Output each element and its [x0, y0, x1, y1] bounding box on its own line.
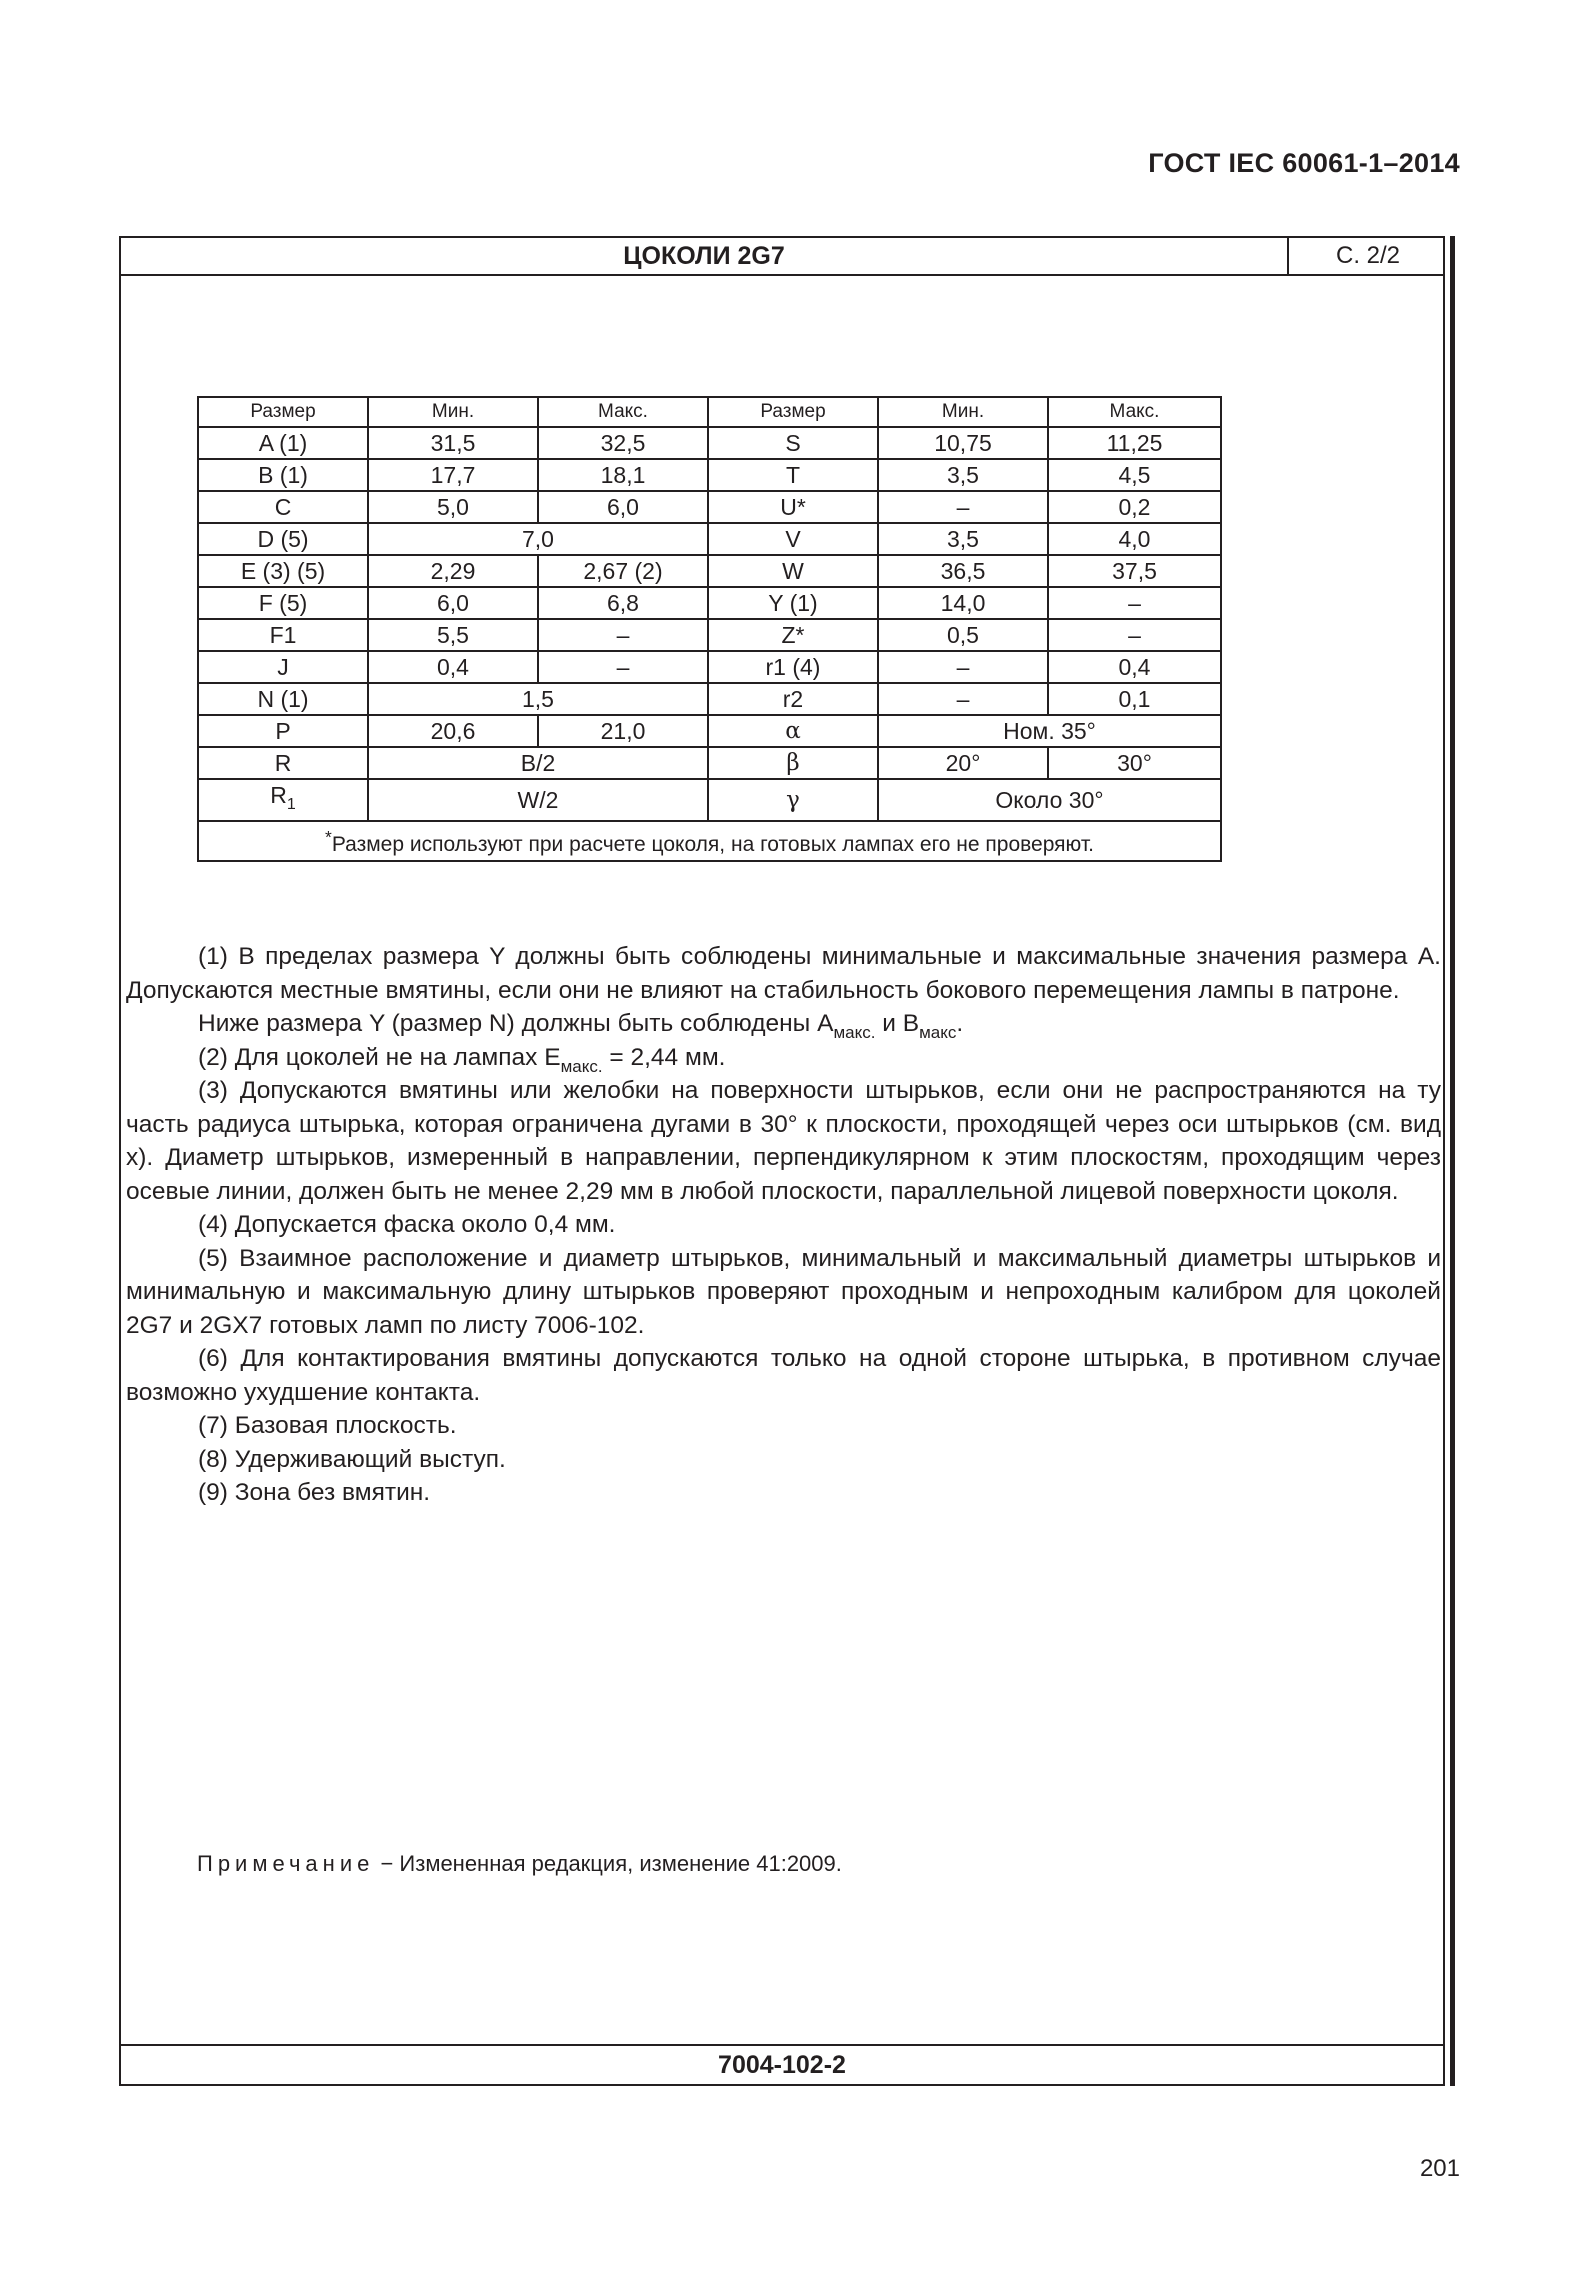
frame-right-bar [1450, 236, 1455, 2086]
remark-label: Примечание [197, 1851, 375, 1876]
table-cell: 0,4 [1048, 651, 1221, 683]
table-cell: W/2 [368, 779, 708, 821]
table-cell: B/2 [368, 747, 708, 779]
table-cell: 0,4 [368, 651, 538, 683]
table-cell: U* [708, 491, 878, 523]
sheet-code: 7004-102-2 [121, 2044, 1443, 2084]
note-7: (7) Базовая плоскость. [198, 1412, 457, 1439]
table-cell: 20° [878, 747, 1048, 779]
notes-section [126, 940, 1441, 1510]
table-cell: 3,5 [878, 459, 1048, 491]
sheet-title: ЦОКОЛИ 2G7 [623, 242, 785, 270]
remark-text: − Измененная редакция, изменение 41:2009. [374, 1851, 842, 1876]
table-cell: Ном. 35° [878, 715, 1221, 747]
table-cell: 31,5 [368, 427, 538, 459]
page-number: 201 [1419, 2155, 1460, 2182]
table-cell: 0,1 [1048, 683, 1221, 715]
table-cell: β [708, 747, 878, 779]
table-cell: 20,6 [368, 715, 538, 747]
table-cell: Z* [708, 619, 878, 651]
table-cell: 14,0 [878, 587, 1048, 619]
table-cell: D (5) [198, 523, 368, 555]
table-cell: γ [708, 779, 878, 821]
r-subscript: 1 [286, 796, 296, 813]
table-row [198, 779, 1221, 821]
table-cell: T [708, 459, 878, 491]
table-cell: W [708, 555, 878, 587]
table-header: Макс. [538, 397, 708, 427]
table-cell: 6,8 [538, 587, 708, 619]
table-cell [198, 779, 368, 821]
table-footnote-row [198, 821, 1221, 861]
table-cell: 11,25 [1048, 427, 1221, 459]
table-cell: 10,75 [878, 427, 1048, 459]
table-cell: 4,5 [1048, 459, 1221, 491]
dimensions-table [197, 396, 1222, 862]
table-cell: 1,5 [368, 683, 708, 715]
table-cell: E (3) (5) [198, 555, 368, 587]
table-cell: 21,0 [538, 715, 708, 747]
table-cell: 6,0 [368, 587, 538, 619]
table-cell: Y (1) [708, 587, 878, 619]
table-header-row [198, 397, 1221, 427]
table-cell: F1 [198, 619, 368, 651]
table-row [198, 427, 1221, 459]
table-header: Размер [708, 397, 878, 427]
table-cell: 17,7 [368, 459, 538, 491]
table-row [198, 459, 1221, 491]
table-cell: 30° [1048, 747, 1221, 779]
table-cell: – [1048, 619, 1221, 651]
table-cell: 4,0 [1048, 523, 1221, 555]
table-row [198, 715, 1221, 747]
table-header: Размер [198, 397, 368, 427]
table-cell: 36,5 [878, 555, 1048, 587]
table-cell: – [538, 619, 708, 651]
table-cell: r2 [708, 683, 878, 715]
table-header: Мин. [878, 397, 1048, 427]
table-cell: α [708, 715, 878, 747]
table-cell: – [878, 491, 1048, 523]
table-cell: – [878, 651, 1048, 683]
note-9: (9) Зона без вмятин. [198, 1479, 431, 1506]
note-6: (6) Для контактирования вмятины допускаются только на одной стороне штырька, в противном случае возможно ухудшение контакта. [126, 1345, 1441, 1406]
note-8: (8) Удерживающий выступ. [198, 1445, 506, 1473]
table-cell: 3,5 [878, 523, 1048, 555]
table-header: Мин. [368, 397, 538, 427]
table-header: Макс. [1048, 397, 1221, 427]
table-cell: 0,2 [1048, 491, 1221, 523]
table-cell: 2,67 (2) [538, 555, 708, 587]
table-row [198, 587, 1221, 619]
table-row [198, 651, 1221, 683]
table-cell: 5,5 [368, 619, 538, 651]
table-row [198, 523, 1221, 555]
table-row [198, 619, 1221, 651]
r-symbol: R [270, 782, 287, 808]
table-cell: 18,1 [538, 459, 708, 491]
note-2: (2) Для цоколей не на лампах $E_{макс.} = 2,44$ мм. [198, 1043, 726, 1076]
table-row [198, 491, 1221, 523]
table-cell: V [708, 523, 878, 555]
table-cell: 2,29 [368, 555, 538, 587]
table-cell: Около 30° [878, 779, 1221, 821]
table-row [198, 555, 1221, 587]
table-cell: B (1) [198, 459, 368, 491]
table-cell: S [708, 427, 878, 459]
table-cell: N (1) [198, 683, 368, 715]
table-cell: 6,0 [538, 491, 708, 523]
remark [197, 1851, 842, 1877]
standard-number: ГОСТ IEC 60061-1–2014 [1148, 148, 1460, 178]
table-cell: 0,5 [878, 619, 1048, 651]
table-cell: – [878, 683, 1048, 715]
note-4: (4) Допускается фаска около 0,4 мм. [198, 1211, 616, 1238]
table-cell: 7,0 [368, 523, 708, 555]
table-cell: 5,0 [368, 491, 538, 523]
table-cell: J [198, 651, 368, 683]
sheet-header [121, 238, 1443, 276]
table-footnote [198, 821, 1221, 861]
table-cell: R [198, 747, 368, 779]
table-cell: 32,5 [538, 427, 708, 459]
note-5: (5) Взаимное расположение и диаметр штырьков, минимальный и максимальный диаметры штырьков и минимальную и максимальную длину штырьков проверяют проходным и непроходным калибром для цоколей 2G7 и 2GX7 готовых ламп по листу 7006-102. [126, 1244, 1441, 1339]
table-row [198, 683, 1221, 715]
note-1b: Ниже размера Y (размер N) должны быть соблюдены $A_{макс.}$ и $B_{макс}$. [198, 1010, 964, 1042]
table-cell: r1 (4) [708, 651, 878, 683]
table-cell: F (5) [198, 587, 368, 619]
note-3: (3) Допускаются вмятины или желобки на поверхности штырьков, если они не распространяются на ту часть радиуса штырька, которая ограничена дугами в 30° к плоскости, проходящей через оси штырьков (см. вид x). Диаметр штырьков, измеренный в направлении, перпендикулярном к этим плоскостям, проходящим через осевые линии, должен быть не менее 2,29 мм в любой плоскости, параллельной лицевой поверхности цоколя. [126, 1077, 1441, 1205]
table-cell: – [538, 651, 708, 683]
table-cell: A (1) [198, 427, 368, 459]
footnote-mark: * [325, 827, 332, 847]
table-cell: 37,5 [1048, 555, 1221, 587]
table-row [198, 747, 1221, 779]
table-cell: P [198, 715, 368, 747]
sheet-page: С. 2/2 [1287, 238, 1447, 274]
table-cell: – [1048, 587, 1221, 619]
footnote-text: Размер используют при расчете цоколя, на готовых лампах его не проверяют. [331, 833, 1094, 856]
note-1: (1) В пределах размера Y должны быть соблюдены минимальные и максимальные значения размера A. Допускаются местные вмятины, если они не влияют на стабильность бокового перемещения лампы в патроне. [126, 943, 1441, 1004]
table-cell: C [198, 491, 368, 523]
